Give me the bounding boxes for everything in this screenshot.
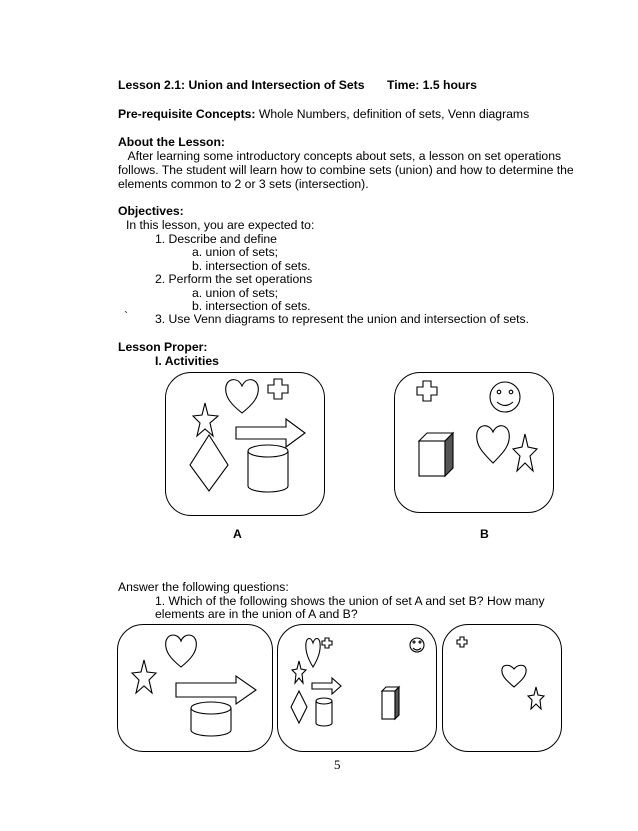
about-line-3: elements common to 2 or 3 sets (intersection). <box>118 177 369 191</box>
objectives-heading: Objectives: <box>118 204 184 218</box>
cube-side <box>395 687 399 719</box>
answer-option-box-3[interactable] <box>442 624 562 752</box>
objective-2b: b. intersection of sets. <box>192 299 311 313</box>
cross-shape <box>268 379 288 399</box>
objective-1a: a. union of sets; <box>192 245 279 259</box>
objective-2a: a. union of sets; <box>192 286 279 300</box>
objective-1b: b. intersection of sets. <box>192 259 311 273</box>
cross-shape <box>322 638 332 648</box>
cross-shape <box>417 381 437 401</box>
smiley-eye-right <box>509 390 513 394</box>
smiley-eye-right <box>419 641 421 643</box>
star-shape <box>528 687 544 709</box>
cube-front <box>382 691 395 719</box>
lesson-proper-heading: Lesson Proper: <box>118 340 208 354</box>
cross-shape <box>457 637 467 647</box>
stray-backtick: ` <box>124 309 129 323</box>
answer-option-box-2[interactable] <box>277 624 437 752</box>
activities-heading: I. Activities <box>155 354 219 368</box>
lesson-time: Time: 1.5 hours <box>387 78 477 92</box>
set-b-venn-box <box>394 372 554 513</box>
smiley-mouth <box>497 402 513 406</box>
star-shape <box>193 403 218 436</box>
star-shape <box>292 661 306 683</box>
arrow-shape <box>176 676 256 704</box>
set-a-venn-box <box>165 372 325 516</box>
objectives-intro: In this lesson, you are expected to: <box>126 218 315 232</box>
diamond-shape <box>291 691 307 723</box>
objective-1: 1. Describe and define <box>155 232 277 246</box>
heart-shape <box>477 426 510 463</box>
set-b-label: B <box>480 527 489 541</box>
cylinder-top <box>191 702 231 714</box>
lesson-title: Lesson 2.1: Union and Intersection of Sets <box>118 78 365 92</box>
cylinder-top <box>316 698 332 704</box>
about-line-1: After learning some introductory concepts about sets, a lesson on set operations <box>118 149 562 163</box>
questions-intro: Answer the following questions: <box>118 580 289 594</box>
objective-2: 2. Perform the set operations <box>155 272 313 286</box>
question-1-line-2: elements are in the union of A and B? <box>155 607 358 621</box>
smiley-face <box>490 382 520 412</box>
about-heading: About the Lesson: <box>118 135 225 149</box>
arrow-shape <box>236 419 305 447</box>
prereq-line <box>118 107 529 122</box>
cylinder-top <box>248 445 288 457</box>
cylinder-shape <box>316 701 332 726</box>
diamond-shape <box>190 435 228 491</box>
star-shape <box>132 660 156 693</box>
set-a-label: A <box>233 527 242 541</box>
heart-shape <box>502 665 526 687</box>
prereq-label: Pre-requisite Concepts: <box>118 107 256 121</box>
smiley-mouth <box>413 648 421 650</box>
question-1-line-1: 1. Which of the following shows the union of set A and set B? How many <box>155 594 545 608</box>
smiley-eye-left <box>413 641 415 643</box>
smiley-eye-left <box>497 390 501 394</box>
star-shape <box>513 434 537 471</box>
cube-side <box>445 433 453 476</box>
cube-front <box>419 441 445 476</box>
heart-shape <box>166 635 197 667</box>
answer-option-box-1[interactable] <box>117 624 273 752</box>
prereq-text: Whole Numbers, definition of sets, Venn diagrams <box>255 107 530 121</box>
page-number: 5 <box>334 757 341 772</box>
heart-shape <box>226 380 259 413</box>
arrow-shape <box>312 678 341 694</box>
heart-shape <box>306 639 320 668</box>
about-line-2: follows. The student will learn how to combine sets (union) and how to determine the <box>118 163 574 177</box>
objective-3: 3. Use Venn diagrams to represent the union and intersection of sets. <box>155 312 529 326</box>
